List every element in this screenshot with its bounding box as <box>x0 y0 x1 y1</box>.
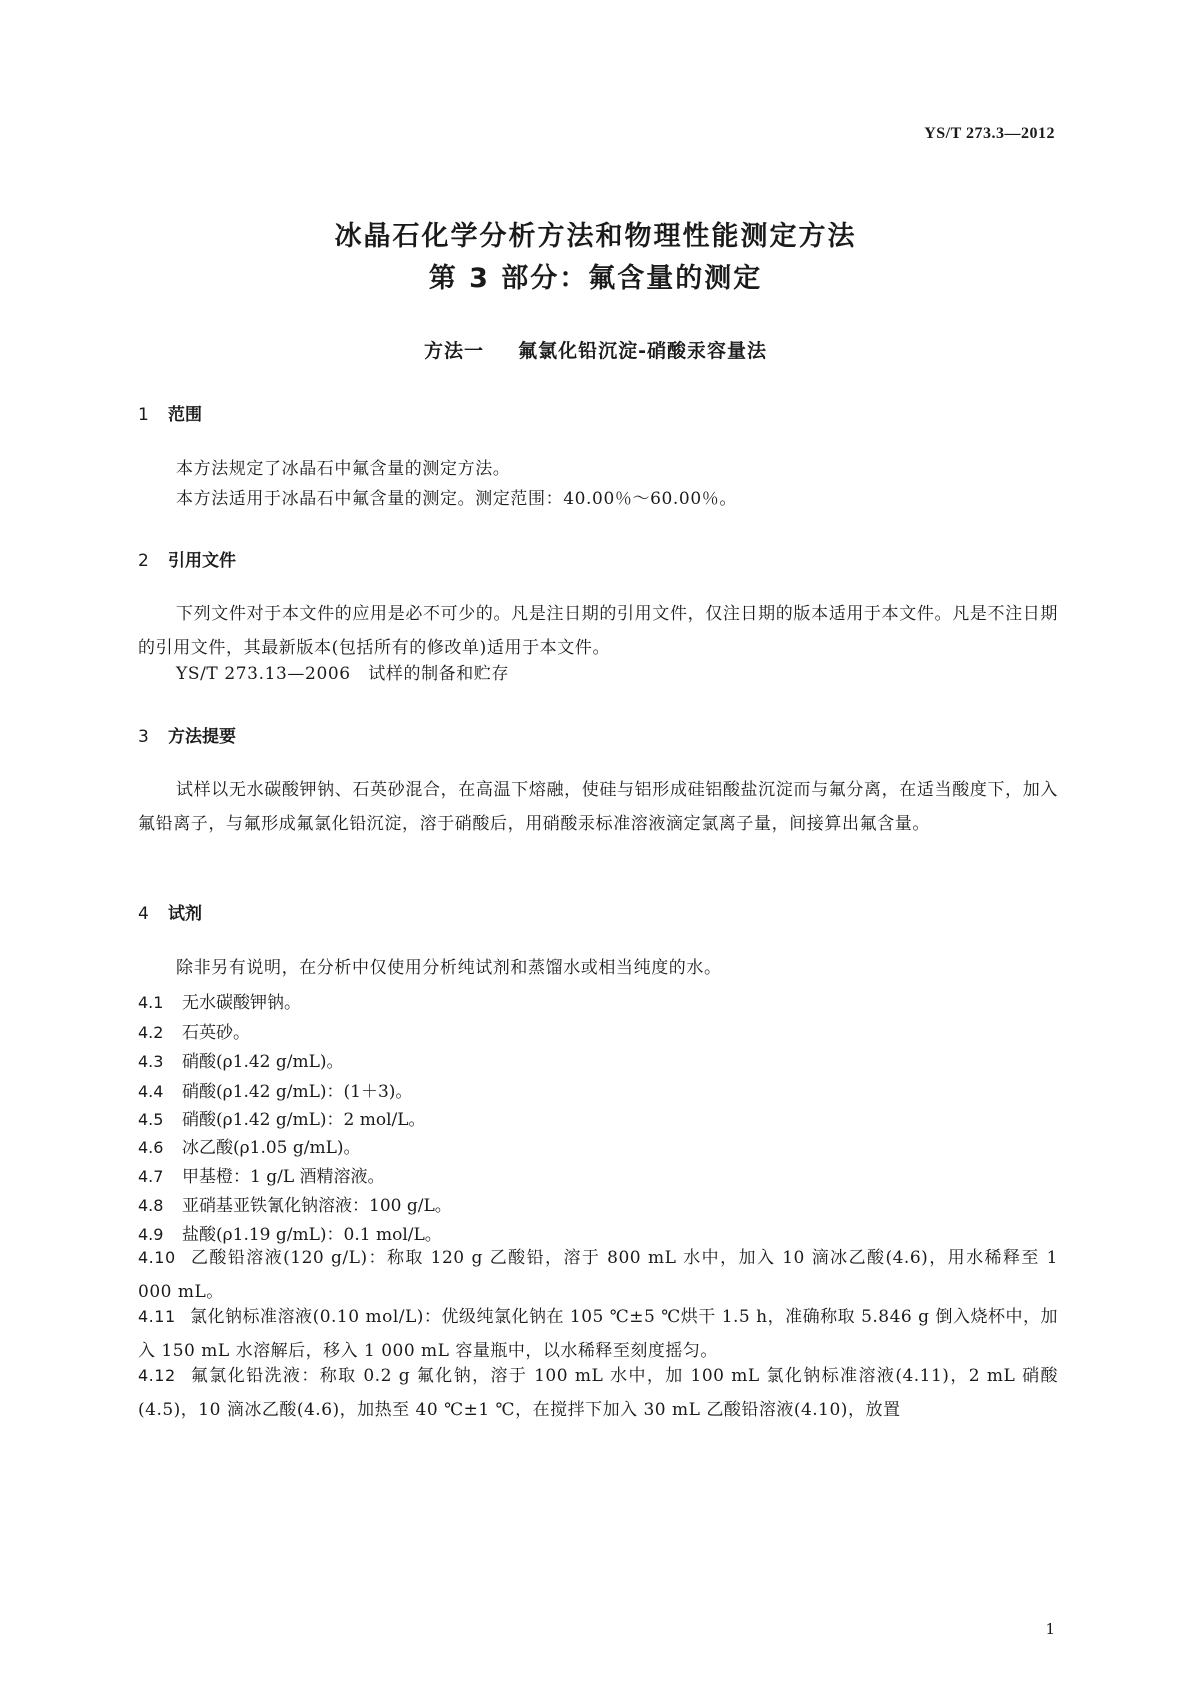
reagent-item-long <box>138 1300 1058 1368</box>
method-name: 氟氯化铅沉淀-硝酸汞容量法 <box>518 340 767 362</box>
reagent-number: 4.12 <box>138 1366 176 1385</box>
reagent-number: 4.1 <box>138 993 164 1012</box>
reagent-number: 4.2 <box>138 1023 164 1042</box>
reagent-text: 硝酸(ρ1.42 g/mL)。 <box>182 1052 344 1072</box>
reagent-item <box>138 1105 426 1130</box>
reagent-item <box>138 1191 452 1216</box>
reagent-number: 4.3 <box>138 1052 164 1071</box>
reagent-text: 氟氯化铅洗液：称取 0.2 g 氟化钠，溶于 100 mL 水中，加 100 mL 氯化钠标准溶液(4.11)，2 mL 硝酸(4.5)，10 滴冰乙酸(4.6)，加热至 40 ℃±1 ℃，在搅拌下加入 30 mL 乙酸铅溶液(4.10)，放置 <box>138 1366 1058 1420</box>
reagent-text: 冰乙酸(ρ1.05 g/mL)。 <box>182 1138 361 1158</box>
method-subtitle <box>0 336 1191 363</box>
reagent-text: 亚硝基亚铁氰化钠溶液：100 g/L。 <box>182 1196 452 1216</box>
section-number: 1 <box>138 405 149 425</box>
scope-paragraph-2: 本方法适用于冰晶石中氟含量的测定。测定范围：40.00％～60.00％。 <box>176 489 737 509</box>
reagent-item <box>138 1133 361 1158</box>
reagent-text: 氯化钠标准溶液(0.10 mol/L)：优级纯氯化钠在 105 ℃±5 ℃烘干 1.5 h，准确称取 5.846 g 倒入烧杯中，加入 150 mL 水溶解后，移入 1 000 mL 容量瓶中，以水稀释至刻度摇匀。 <box>138 1307 1058 1361</box>
reagent-number: 4.9 <box>138 1225 164 1244</box>
section-title: 引用文件 <box>168 551 236 571</box>
section-title: 试剂 <box>168 904 202 924</box>
method-label: 方法一 <box>424 340 485 362</box>
reference-item: YS/T 273.13—2006 试样的制备和贮存 <box>176 664 510 684</box>
standard-code: YS/T 273.3—2012 <box>924 125 1055 142</box>
reagent-text: 盐酸(ρ1.19 g/mL)：0.1 mol/L。 <box>182 1225 442 1245</box>
reagent-item-long <box>138 1241 1058 1309</box>
reagent-text: 石英砂。 <box>182 1023 250 1043</box>
section-heading-1 <box>138 400 202 425</box>
reagent-text: 乙酸铅溶液(120 g/L)：称取 120 g 乙酸铅，溶于 800 mL 水中，加入 10 滴冰乙酸(4.6)，用水稀释至 1 000 mL。 <box>138 1248 1058 1302</box>
method-summary-paragraph: 试样以无水碳酸钾钠、石英砂混合，在高温下熔融，使硅与铝形成硅铝酸盐沉淀而与氟分离，在适当酸度下，加入氟铅离子，与氟形成氟氯化铅沉淀，溶于硝酸后，用硝酸汞标准溶液滴定氯离子量，间接算出氟含量。 <box>138 780 1058 834</box>
section-heading-3 <box>138 722 236 747</box>
reagent-item <box>138 1077 412 1102</box>
document-title-line2: 第 3 部分：氟含量的测定 <box>428 263 763 294</box>
section-number: 2 <box>138 551 149 571</box>
reagent-item <box>138 1047 344 1072</box>
reagent-text: 甲基橙：1 g/L 酒精溶液。 <box>182 1167 385 1187</box>
reagent-item-long <box>138 1359 1058 1427</box>
reagent-number: 4.4 <box>138 1082 164 1101</box>
page-number: 1 <box>1045 1620 1055 1638</box>
scope-paragraph-1: 本方法规定了冰晶石中氟含量的测定方法。 <box>176 459 511 479</box>
reagent-text: 硝酸(ρ1.42 g/mL)：(1＋3)。 <box>182 1082 413 1102</box>
reagents-intro: 除非另有说明，在分析中仅使用分析纯试剂和蒸馏水或相当纯度的水。 <box>176 958 722 978</box>
reagent-item <box>138 988 301 1013</box>
section-number: 3 <box>138 727 149 747</box>
section-heading-2 <box>138 546 236 571</box>
reagent-number: 4.5 <box>138 1110 164 1129</box>
reagent-number: 4.6 <box>138 1138 164 1157</box>
reagent-number: 4.10 <box>138 1248 176 1267</box>
section-title: 范围 <box>168 405 202 425</box>
reagent-text: 无水碳酸钾钠。 <box>182 993 301 1013</box>
section-title: 方法提要 <box>168 727 236 747</box>
reagent-item <box>138 1162 385 1187</box>
section-heading-4 <box>138 899 202 924</box>
reagent-number: 4.11 <box>138 1307 176 1326</box>
section-number: 4 <box>138 904 149 924</box>
references-paragraph: 下列文件对于本文件的应用是必不可少的。凡是注日期的引用文件，仅注日期的版本适用于本文件。凡是不注日期的引用文件，其最新版本(包括所有的修改单)适用于本文件。 <box>138 604 1058 658</box>
reagent-number: 4.7 <box>138 1167 164 1186</box>
reagent-number: 4.8 <box>138 1196 164 1215</box>
document-title-line1: 冰晶石化学分析方法和物理性能测定方法 <box>334 221 857 252</box>
reagent-item <box>138 1018 250 1043</box>
reagent-text: 硝酸(ρ1.42 g/mL)：2 mol/L。 <box>182 1110 426 1130</box>
